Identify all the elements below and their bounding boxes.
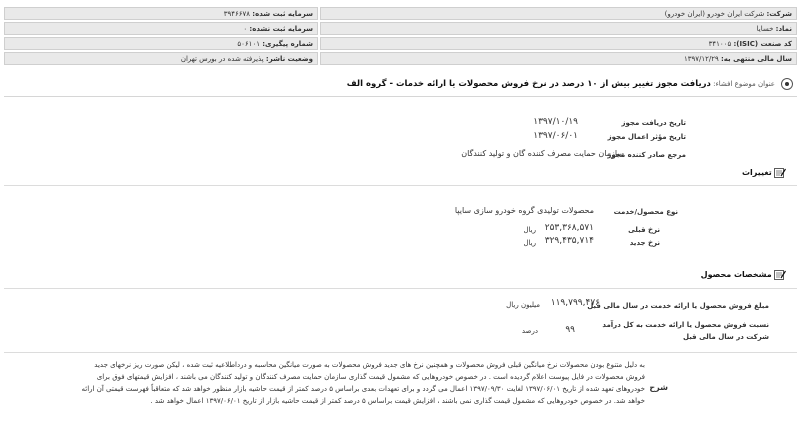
publisher-status-cell	[4, 52, 318, 65]
previous-rate-value: ۲۵۳,۳۶۸,۵۷۱	[544, 223, 594, 233]
header-info-grid	[4, 7, 797, 67]
subject-row	[4, 72, 797, 97]
divider	[4, 185, 797, 186]
tracking-value: ۵۰۶۱۰۱	[237, 40, 260, 48]
symbol-label: نماد:	[775, 25, 792, 33]
previous-rate-unit: ریال	[523, 226, 536, 234]
tracking-cell	[4, 37, 318, 50]
product-type-label: نوع محصول/خدمت	[613, 208, 678, 216]
company-label: شرکت:	[766, 10, 792, 18]
fiscal-year-cell	[320, 52, 797, 65]
isic-cell	[320, 37, 797, 50]
description-line: خودروهای تعهد شده از تاریخ ۱۳۹۷/۰۶/۰۱ لغایت ۱۳۹۷/۰۹/۳۰ اعمال می گردد و برای تعهدات بعدی براساس ۵ درصد کمتر از قیمت حاشیه بازار منظور خواهد شد که متعاقباً فهرست قیمتی آن ارائه	[81, 385, 645, 393]
description-line: فروش محصولات در فایل پیوست اعلام گردیده است . در خصوص خودروهایی که مشمول قیمت گذاری سازمان حمایت مصرف کنندگان و تولید کنندگان می باشند ، افزایش قیمتهای فوق برای	[96, 373, 645, 381]
edit-note-icon	[774, 168, 786, 178]
isic-value: ۳۴۱۰۰۵	[708, 40, 732, 48]
description-line: خواهد شد. در خصوص خودروهایی که مشمول قیمت گذاری نمی باشند ، افزایش قیمت براساس ۵ درصد کمتر از قیمت حاشیه بازار از تاریخ ۱۳۹۷/۰۶/۰۱ اعمال خواهد شد .	[150, 397, 645, 405]
permit-issuer-label: مرجع صادر کننده مجوز	[607, 151, 686, 159]
subject-text	[347, 79, 775, 89]
ratio-label-line1: نسبت فروش محصول یا ارائه خدمت به کل درآمد	[602, 321, 769, 329]
permit-received-label: تاریخ دریافت مجوز	[621, 119, 686, 127]
unregistered-capital-label: سرمایه ثبت نشده:	[249, 25, 313, 33]
edit-note-icon	[774, 270, 786, 280]
permit-effective-value: ۱۳۹۷/۰۶/۰۱	[533, 131, 578, 141]
changes-title: تغییرات	[741, 168, 772, 177]
description-line: به دلیل متنوع بودن محصولات نرخ میانگین قبلی فروش محصولات و همچنین نرخ های جدید فروش محصولات به صورت میانگین محاسبه و درداطلاعیه ثبت شده ، لیکن صورت ریز نرخهای جدید	[94, 361, 645, 369]
product-type-value: محصولات تولیدی گروه خودرو سازی سایپا	[454, 206, 594, 215]
company-value: شرکت ایران‌ خودرو (ایران خودرو)	[664, 10, 765, 18]
fiscal-year-label: سال مالی منتهی به:	[721, 55, 792, 63]
sales-label: مبلغ فروش محصول یا ارائه خدمت در سال مالی قبل	[587, 302, 769, 310]
divider	[4, 352, 797, 353]
subject-value: دریافت مجوز تغییر بیش از ۱۰ درصد در نرخ فروش محصولات یا ارائه خدمات - گروه الف	[346, 79, 711, 89]
permit-issuer-value: سازمان حمایت مصرف کننده گان و تولید کنندگان	[461, 149, 624, 158]
ratio-unit: درصد	[521, 327, 538, 335]
new-rate-value: ۳۲۹,۴۳۵,۷۱۴	[544, 236, 594, 246]
previous-rate-label: نرخ قبلی	[628, 226, 660, 234]
symbol-cell	[320, 22, 797, 35]
publisher-status-label: وضعیت ناشر:	[265, 55, 313, 63]
unregistered-capital-cell	[4, 22, 318, 35]
sales-value: ۱۱۹,۷۹۹,۴۷۶	[550, 298, 600, 308]
isic-label: کد صنعت (ISIC):	[733, 40, 792, 48]
new-rate-label: نرخ جدید	[629, 239, 660, 247]
unregistered-capital-value: ۰	[243, 25, 248, 33]
symbol-value: خسایا	[756, 25, 774, 33]
registered-capital-cell	[4, 7, 318, 20]
company-cell	[320, 7, 797, 20]
ratio-value: ۹۹	[565, 325, 575, 335]
tracking-label: شماره پیگیری:	[262, 40, 313, 48]
product-title: مشخصات محصول	[700, 270, 772, 279]
publisher-status-value: پذیرفته شده در بورس تهران	[180, 55, 264, 63]
changes-header	[742, 168, 786, 178]
registered-capital-value: ۳۹۴۶۶۷۸	[223, 10, 251, 18]
new-rate-unit: ریال	[523, 239, 536, 247]
sales-unit: میلیون ریال	[506, 301, 540, 309]
bullet-icon	[781, 78, 793, 90]
subject-label: عنوان موضوع افشاء:	[713, 80, 775, 88]
description-text	[30, 359, 645, 407]
fiscal-year-value: ۱۳۹۷/۱۲/۲۹	[683, 55, 719, 63]
permit-received-value: ۱۳۹۷/۱۰/۱۹	[533, 117, 578, 127]
permit-effective-label: تاریخ مؤثر اعمال مجوز	[607, 133, 686, 141]
product-header	[701, 270, 786, 280]
registered-capital-label: سرمایه ثبت شده:	[252, 10, 313, 18]
ratio-label-line2: شرکت در سال مالی قبل	[682, 333, 769, 341]
description-label: شرح	[649, 383, 668, 392]
divider	[4, 288, 797, 289]
